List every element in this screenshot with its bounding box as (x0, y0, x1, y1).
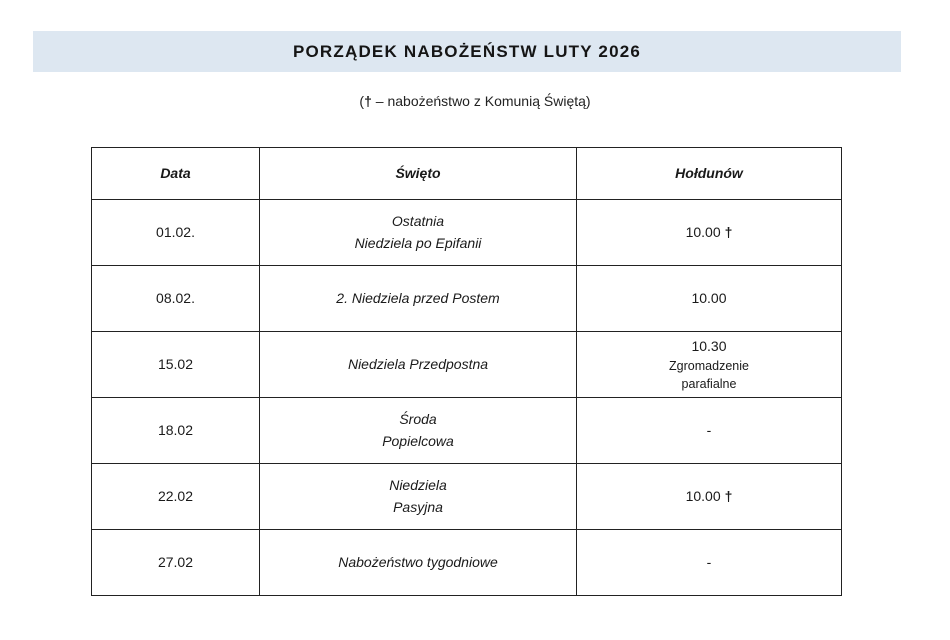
row-date: 18.02 (92, 398, 260, 464)
page-title: PORZĄDEK NABOŻEŃSTW LUTY 2026 (292, 41, 642, 61)
row-date: 01.02. (92, 200, 260, 266)
time-value: 10.00 (685, 487, 721, 504)
feast-line: Ostatnia (391, 212, 445, 229)
time-value: - (706, 421, 712, 438)
time-value: - (706, 553, 712, 570)
feast-line: Niedziela (389, 476, 447, 493)
cross-icon: † (724, 223, 733, 240)
feast-line: 2. Niedziela przed Postem (336, 289, 500, 306)
feast-line: Pasyjna (393, 498, 443, 515)
table-row (92, 464, 842, 530)
service-note: parafialne (681, 377, 737, 392)
service-time (583, 486, 835, 508)
row-feast (260, 200, 577, 266)
time-value: 10.00 (691, 289, 727, 306)
legend (0, 93, 950, 109)
service-time (583, 420, 835, 442)
row-date: 08.02. (92, 266, 260, 332)
service-time (583, 336, 835, 358)
service-note: Zgromadzenie (669, 359, 749, 374)
row-feast (260, 266, 577, 332)
cross-icon: † (724, 487, 733, 504)
row-date: 27.02 (92, 530, 260, 596)
row-feast (260, 464, 577, 530)
time-value: 10.30 (691, 337, 727, 354)
row-service (577, 464, 842, 530)
row-service (577, 332, 842, 398)
header-row (92, 148, 842, 200)
feast-line: Niedziela po Epifanii (354, 234, 482, 251)
table-row (92, 398, 842, 464)
row-service (577, 398, 842, 464)
header-date: Data (92, 148, 260, 200)
service-time (583, 288, 835, 310)
table-row (92, 530, 842, 596)
table-row (92, 200, 842, 266)
table-row (92, 332, 842, 398)
schedule-table (91, 147, 842, 596)
feast-line: Popielcowa (382, 432, 454, 449)
service-time (583, 552, 835, 574)
row-date: 22.02 (92, 464, 260, 530)
row-service (577, 530, 842, 596)
row-feast (260, 530, 577, 596)
feast-line: Nabożeństwo tygodniowe (338, 553, 498, 570)
table-row (92, 266, 842, 332)
feast-line: Niedziela Przedpostna (347, 355, 489, 372)
time-value: 10.00 (685, 223, 721, 240)
row-service (577, 200, 842, 266)
title-band (33, 31, 901, 72)
legend-open: ( (359, 93, 365, 109)
service-time (583, 222, 835, 244)
row-date: 15.02 (92, 332, 260, 398)
header-feast: Święto (260, 148, 577, 200)
feast-line: Środa (399, 410, 437, 427)
header-place: Hołdunów (577, 148, 842, 200)
cross-icon: † (364, 93, 372, 109)
row-service (577, 266, 842, 332)
row-feast (260, 398, 577, 464)
row-feast (260, 332, 577, 398)
legend-text: – nabożeństwo z Komunią Świętą) (371, 93, 591, 109)
